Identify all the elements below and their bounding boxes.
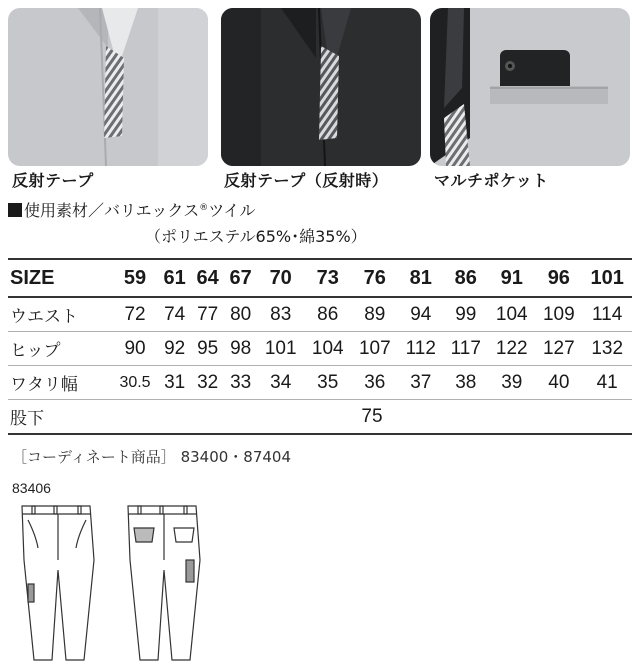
size-header-cell: 86	[443, 259, 488, 297]
table-cell: 37	[398, 366, 443, 400]
reflective-tape-photo	[8, 8, 208, 166]
table-cell: 30.5	[112, 366, 158, 400]
size-header-label: SIZE	[8, 259, 112, 297]
photo-caption-reflective-tape: 反射テープ	[12, 171, 94, 190]
table-cell: 72	[112, 297, 158, 332]
table-cell: 114	[582, 297, 632, 332]
material-line	[8, 198, 255, 221]
size-header-cell: 81	[398, 259, 443, 297]
size-header-cell: 73	[304, 259, 351, 297]
size-header-cell: 67	[224, 259, 257, 297]
table-cell: 104	[304, 332, 351, 366]
table-cell: 89	[351, 297, 398, 332]
material-suffix: ツイル	[208, 201, 256, 220]
material-prefix: 使用素材／バリエックス	[24, 201, 200, 220]
table-cell: 36	[351, 366, 398, 400]
table-cell: 101	[257, 332, 304, 366]
material-composition: （ポリエステル65%･綿35%）	[145, 227, 367, 246]
table-cell: 77	[191, 297, 224, 332]
size-table	[8, 258, 632, 435]
pants-front-icon	[22, 506, 94, 660]
table-cell: 31	[158, 366, 191, 400]
table-cell: 112	[398, 332, 443, 366]
table-cell: 74	[158, 297, 191, 332]
size-header-cell: 70	[257, 259, 304, 297]
photo-caption-reflective-flash: 反射テープ（反射時）	[224, 171, 389, 190]
size-header-cell: 91	[488, 259, 535, 297]
table-cell: 95	[191, 332, 224, 366]
reflective-tape-flash-photo	[221, 8, 421, 166]
table-cell: 104	[488, 297, 535, 332]
photo-caption-multi-pocket: マルチポケット	[434, 171, 549, 190]
size-header-cell: 64	[191, 259, 224, 297]
table-cell: 107	[351, 332, 398, 366]
waist-row	[8, 297, 632, 332]
table-cell: 32	[191, 366, 224, 400]
table-cell: 99	[443, 297, 488, 332]
size-header-cell: 61	[158, 259, 191, 297]
table-cell: 98	[224, 332, 257, 366]
table-cell: 94	[398, 297, 443, 332]
table-cell: 86	[304, 297, 351, 332]
size-header-cell: 59	[112, 259, 158, 297]
table-cell: 117	[443, 332, 488, 366]
table-cell: 34	[257, 366, 304, 400]
multi-pocket-photo	[430, 8, 630, 166]
table-cell: 132	[582, 332, 632, 366]
table-cell: 90	[112, 332, 158, 366]
table-cell: 38	[443, 366, 488, 400]
thigh-width-row	[8, 366, 632, 400]
table-cell: 122	[488, 332, 535, 366]
bullet-square-icon	[8, 203, 22, 217]
table-cell: 35	[304, 366, 351, 400]
row-label-thigh-width: ワタリ幅	[8, 366, 112, 400]
registered-mark: ®	[199, 203, 209, 213]
size-header-cell: 76	[351, 259, 398, 297]
inseam-value: 75	[112, 400, 632, 435]
table-cell: 40	[535, 366, 582, 400]
table-cell: 127	[535, 332, 582, 366]
pants-back-icon	[128, 506, 200, 660]
size-header-cell: 96	[535, 259, 582, 297]
pants-technical-drawing	[14, 500, 214, 669]
table-cell: 92	[158, 332, 191, 366]
table-cell: 83	[257, 297, 304, 332]
row-label-waist: ウエスト	[8, 297, 112, 332]
row-label-inseam: 股下	[8, 400, 112, 435]
size-header-cell: 101	[582, 259, 632, 297]
table-cell: 33	[224, 366, 257, 400]
product-code: 83406	[12, 480, 51, 496]
table-cell: 41	[582, 366, 632, 400]
table-cell: 39	[488, 366, 535, 400]
size-header-row	[8, 259, 632, 297]
table-cell: 109	[535, 297, 582, 332]
coordinate-products: ［コーディネート商品］ 83400・87404	[12, 448, 292, 466]
table-cell: 80	[224, 297, 257, 332]
inseam-row	[8, 400, 632, 435]
hip-row	[8, 332, 632, 366]
row-label-hip: ヒップ	[8, 332, 112, 366]
